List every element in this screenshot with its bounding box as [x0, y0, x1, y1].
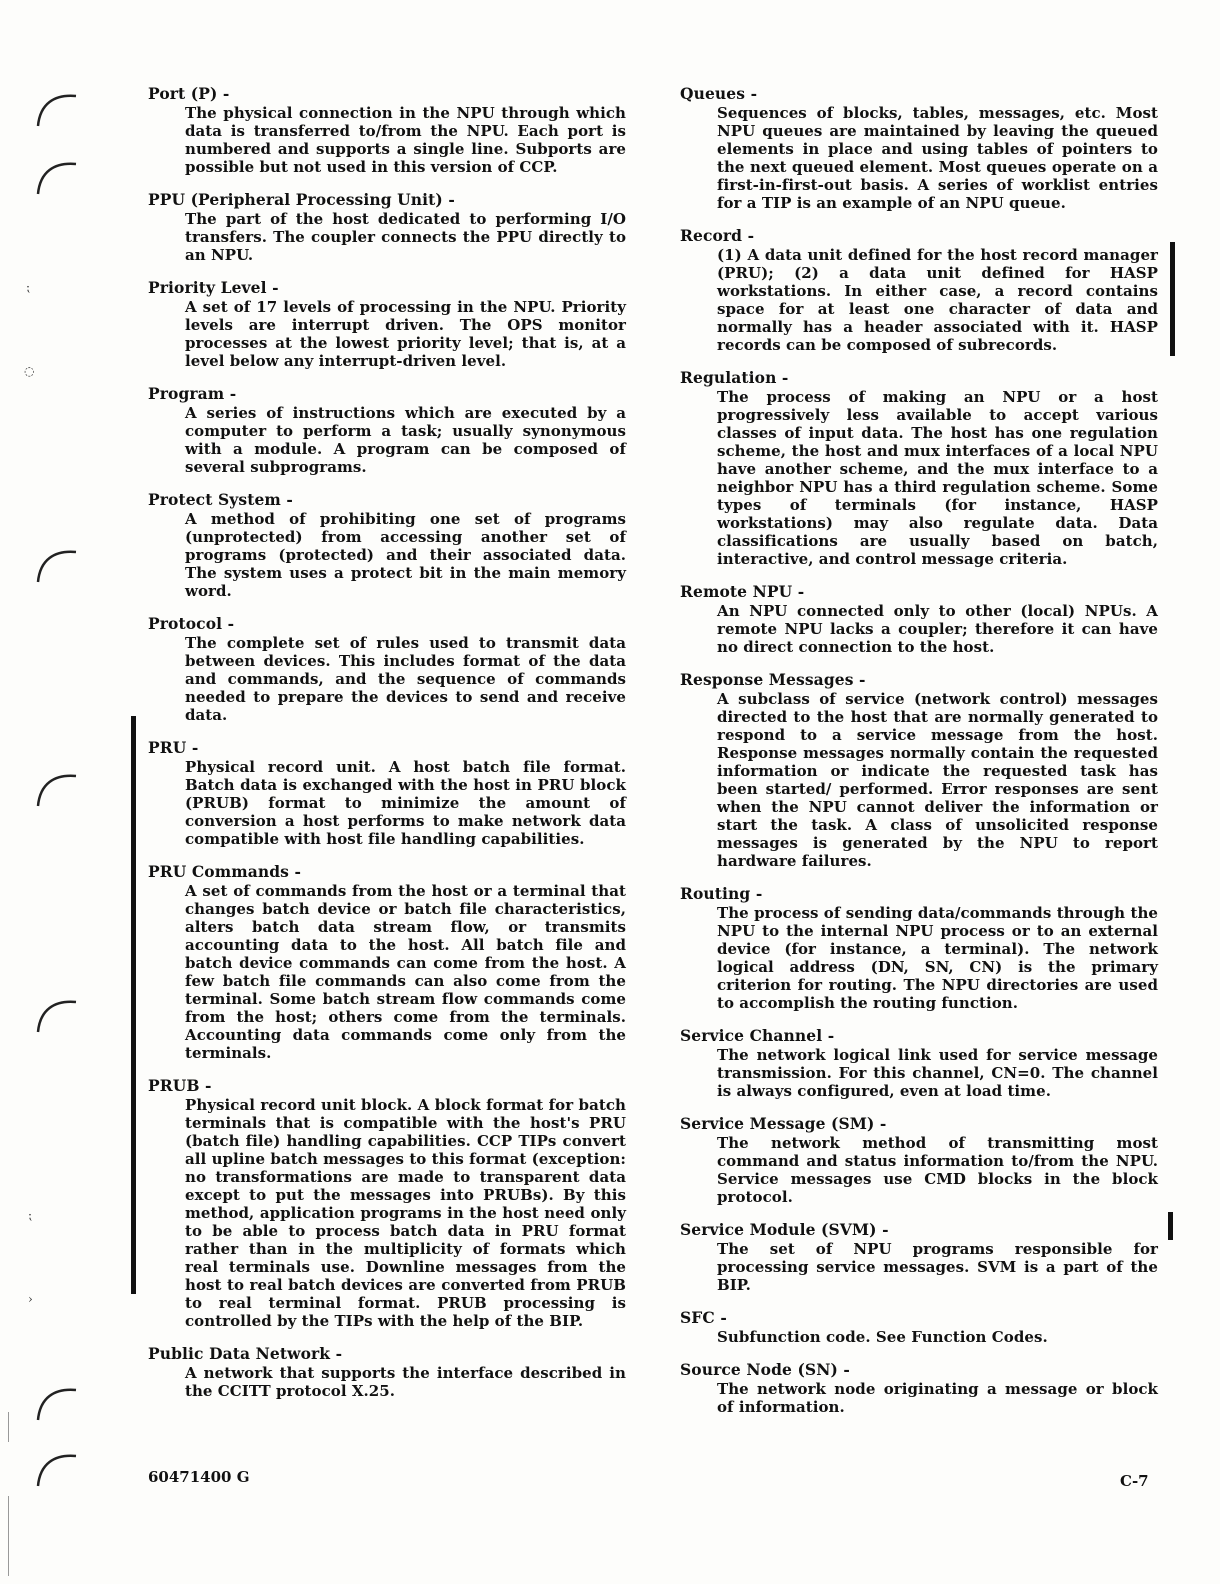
glossary-definition: The process of sending data/commands through the NPU to the internal NPU process or to an external device (for instance, a terminal). The network logical address (DN, SN, CN) is the primary criterion for routing. The NPU directories are used to accomplish the routing function.: [717, 904, 1158, 1012]
glossary-entry: [680, 1360, 1158, 1416]
scan-speck: ›: [28, 1292, 33, 1306]
glossary-definition: The network method of transmitting most command and status information to/from the NPU. Service messages use CMD blocks in the block protocol.: [717, 1134, 1158, 1206]
glossary-column-right: [680, 84, 1158, 1430]
glossary-entry: [148, 738, 626, 848]
glossary-entry: [148, 614, 626, 724]
glossary-entry: [680, 670, 1158, 870]
glossary-entry: [680, 368, 1158, 568]
glossary-definition: A subclass of service (network control) messages directed to the host that are normally generated to respond to a service message from the host. Response messages normally contain the requested information or indicate the requested task has been started/ performed. Error responses are sent when the NPU cannot deliver the information or start the task. A class of unsolicited response messages is generated by the NPU to report hardware failures.: [717, 690, 1158, 870]
glossary-term: Service Message (SM) -: [680, 1114, 887, 1133]
glossary-definition: The process of making an NPU or a host progressively less available to accept various classes of input data. The host has one regulation scheme, the host and mux interfaces of a local NPU have another scheme, and the mux interface to a neighbor NPU has a third regulation scheme. Some types of terminals (for instance, HASP workstations) may also regulate data. Data classifications are usually based on batch, interactive, and control message criteria.: [717, 388, 1158, 568]
glossary-definition: Subfunction code. See Function Codes.: [717, 1328, 1048, 1346]
punch-hole-mark: [34, 996, 80, 1036]
punch-hole-mark: [34, 546, 80, 586]
glossary-definition: Sequences of blocks, tables, messages, etc. Most NPU queues are maintained by leaving the queued elements in place and using tables of pointers to the next queued element. Most queues operate on a first-in-first-out basis. A series of worklist entries for a TIP is an example of an NPU queue.: [717, 104, 1158, 212]
page-number: C-7: [1120, 1472, 1149, 1490]
glossary-term: PRU Commands -: [148, 862, 302, 881]
glossary-entry: [148, 278, 626, 370]
glossary-term: Public Data Network -: [148, 1344, 343, 1363]
glossary-entry: [680, 1114, 1158, 1206]
glossary-entry: [680, 1220, 1158, 1294]
change-bar: [1170, 242, 1175, 356]
glossary-definition: (1) A data unit defined for the host record manager (PRU); (2) a data unit defined for HASP workstations. In either case, a record contains space for at least one character of data and normally has a header associated with it. HASP records can be composed of subrecords.: [717, 246, 1158, 354]
glossary-term: Routing -: [680, 884, 763, 903]
glossary-definition: Physical record unit. A host batch file format. Batch data is exchanged with the host in PRU block (PRUB) format to minimize the amount of conversion a host performs to make network data compatible with host file handling capabilities.: [185, 758, 626, 848]
punch-hole-mark: [34, 158, 80, 198]
glossary-entry: [680, 226, 1158, 354]
glossary-definition: A set of 17 levels of processing in the NPU. Priority levels are interrupt driven. The OPS monitor processes at the lowest priority level; that is, at a level below any interrupt-driven level.: [185, 298, 626, 370]
glossary-term: Priority Level -: [148, 278, 279, 297]
glossary-term: Remote NPU -: [680, 582, 805, 601]
glossary-definition: The network logical link used for service message transmission. For this channel, CN=0. The channel is always configured, even at load time.: [717, 1046, 1158, 1100]
glossary-term: PPU (Peripheral Processing Unit) -: [148, 190, 455, 209]
glossary-entry: [148, 84, 626, 176]
glossary-column-left: [148, 84, 626, 1414]
glossary-entry: [680, 582, 1158, 656]
change-bar: [131, 716, 136, 1294]
glossary-definition: An NPU connected only to other (local) NPUs. A remote NPU lacks a coupler; therefore it can have no direct connection to the host.: [717, 602, 1158, 656]
punch-hole-mark: [34, 90, 80, 130]
glossary-term: Protocol -: [148, 614, 235, 633]
glossary-entry: [680, 884, 1158, 1012]
glossary-term: Source Node (SN) -: [680, 1360, 850, 1379]
glossary-term: PRU -: [148, 738, 199, 757]
glossary-entry: [680, 1026, 1158, 1100]
glossary-definition: A set of commands from the host or a terminal that changes batch device or batch file characteristics, alters batch data stream flow, or transmits accounting data to the host. All batch file and batch device commands can come from the host. A few batch file commands can also come from the terminal. Some batch stream flow commands come from the host; others come from the terminals. Accounting data commands come only from the terminals.: [185, 882, 626, 1062]
document-number: 60471400 G: [148, 1468, 250, 1486]
glossary-term: Queues -: [680, 84, 758, 103]
glossary-entry: [148, 490, 626, 600]
glossary-entry: [148, 862, 626, 1062]
glossary-term: PRUB -: [148, 1076, 212, 1095]
scan-speck: ◌: [24, 364, 35, 378]
glossary-definition: The network node originating a message or block of information.: [717, 1380, 1158, 1416]
glossary-term: Response Messages -: [680, 670, 866, 689]
glossary-term: Service Module (SVM) -: [680, 1220, 889, 1239]
scan-speck: ⁏: [26, 280, 31, 294]
change-bar: [1168, 1212, 1173, 1240]
glossary-definition: A method of prohibiting one set of programs (unprotected) from accessing another set of programs (protected) and their associated data. The system uses a protect bit in the main memory word.: [185, 510, 626, 600]
punch-hole-mark: [34, 1450, 80, 1490]
glossary-term: Port (P) -: [148, 84, 230, 103]
glossary-definition: The part of the host dedicated to performing I/O transfers. The coupler connects the PPU directly to an NPU.: [185, 210, 626, 264]
scan-edge-line: [8, 1412, 9, 1442]
scan-speck: ⁏: [28, 1208, 33, 1222]
glossary-definition: The complete set of rules used to transmit data between devices. This includes format of the data and commands, and the sequence of commands needed to prepare the devices to send and receive data.: [185, 634, 626, 724]
glossary-definition: A network that supports the interface described in the CCITT protocol X.25.: [185, 1364, 626, 1400]
glossary-definition: The physical connection in the NPU through which data is transferred to/from the NPU. Each port is numbered and supports a single line. Subports are possible but not used in this version of CCP.: [185, 104, 626, 176]
glossary-term: Program -: [148, 384, 237, 403]
glossary-entry: [148, 1344, 626, 1400]
glossary-entry: [148, 190, 626, 264]
glossary-term: Regulation -: [680, 368, 789, 387]
scan-edge-line: [8, 1496, 9, 1576]
glossary-term: Record -: [680, 226, 755, 245]
glossary-term: SFC -: [680, 1308, 727, 1327]
glossary-term: Protect System -: [148, 490, 293, 509]
glossary-entry: [148, 1076, 626, 1330]
glossary-entry: [680, 84, 1158, 212]
glossary-definition: The set of NPU programs responsible for processing service messages. SVM is a part of the BIP.: [717, 1240, 1158, 1294]
glossary-definition: Physical record unit block. A block format for batch terminals that is compatible with the host's PRU (batch file) handling capabilities. CCP TIPs convert all upline batch messages to this format (exception: no transformations are made to transparent data except to put the messages into PRUBs). By this method, application programs in the host need only to be able to process batch data in PRU format rather than in the multiplicity of formats which real terminals use. Downline messages from the host to real batch devices are converted from PRUB to real terminal format. PRUB processing is controlled by the TIPs with the help of the BIP.: [185, 1096, 626, 1330]
glossary-entry: [148, 384, 626, 476]
glossary-entry: [680, 1308, 1158, 1346]
punch-hole-mark: [34, 1384, 80, 1424]
glossary-term: Service Channel -: [680, 1026, 835, 1045]
glossary-definition: A series of instructions which are executed by a computer to perform a task; usually synonymous with a module. A program can be composed of several subprograms.: [185, 404, 626, 476]
punch-hole-mark: [34, 770, 80, 810]
